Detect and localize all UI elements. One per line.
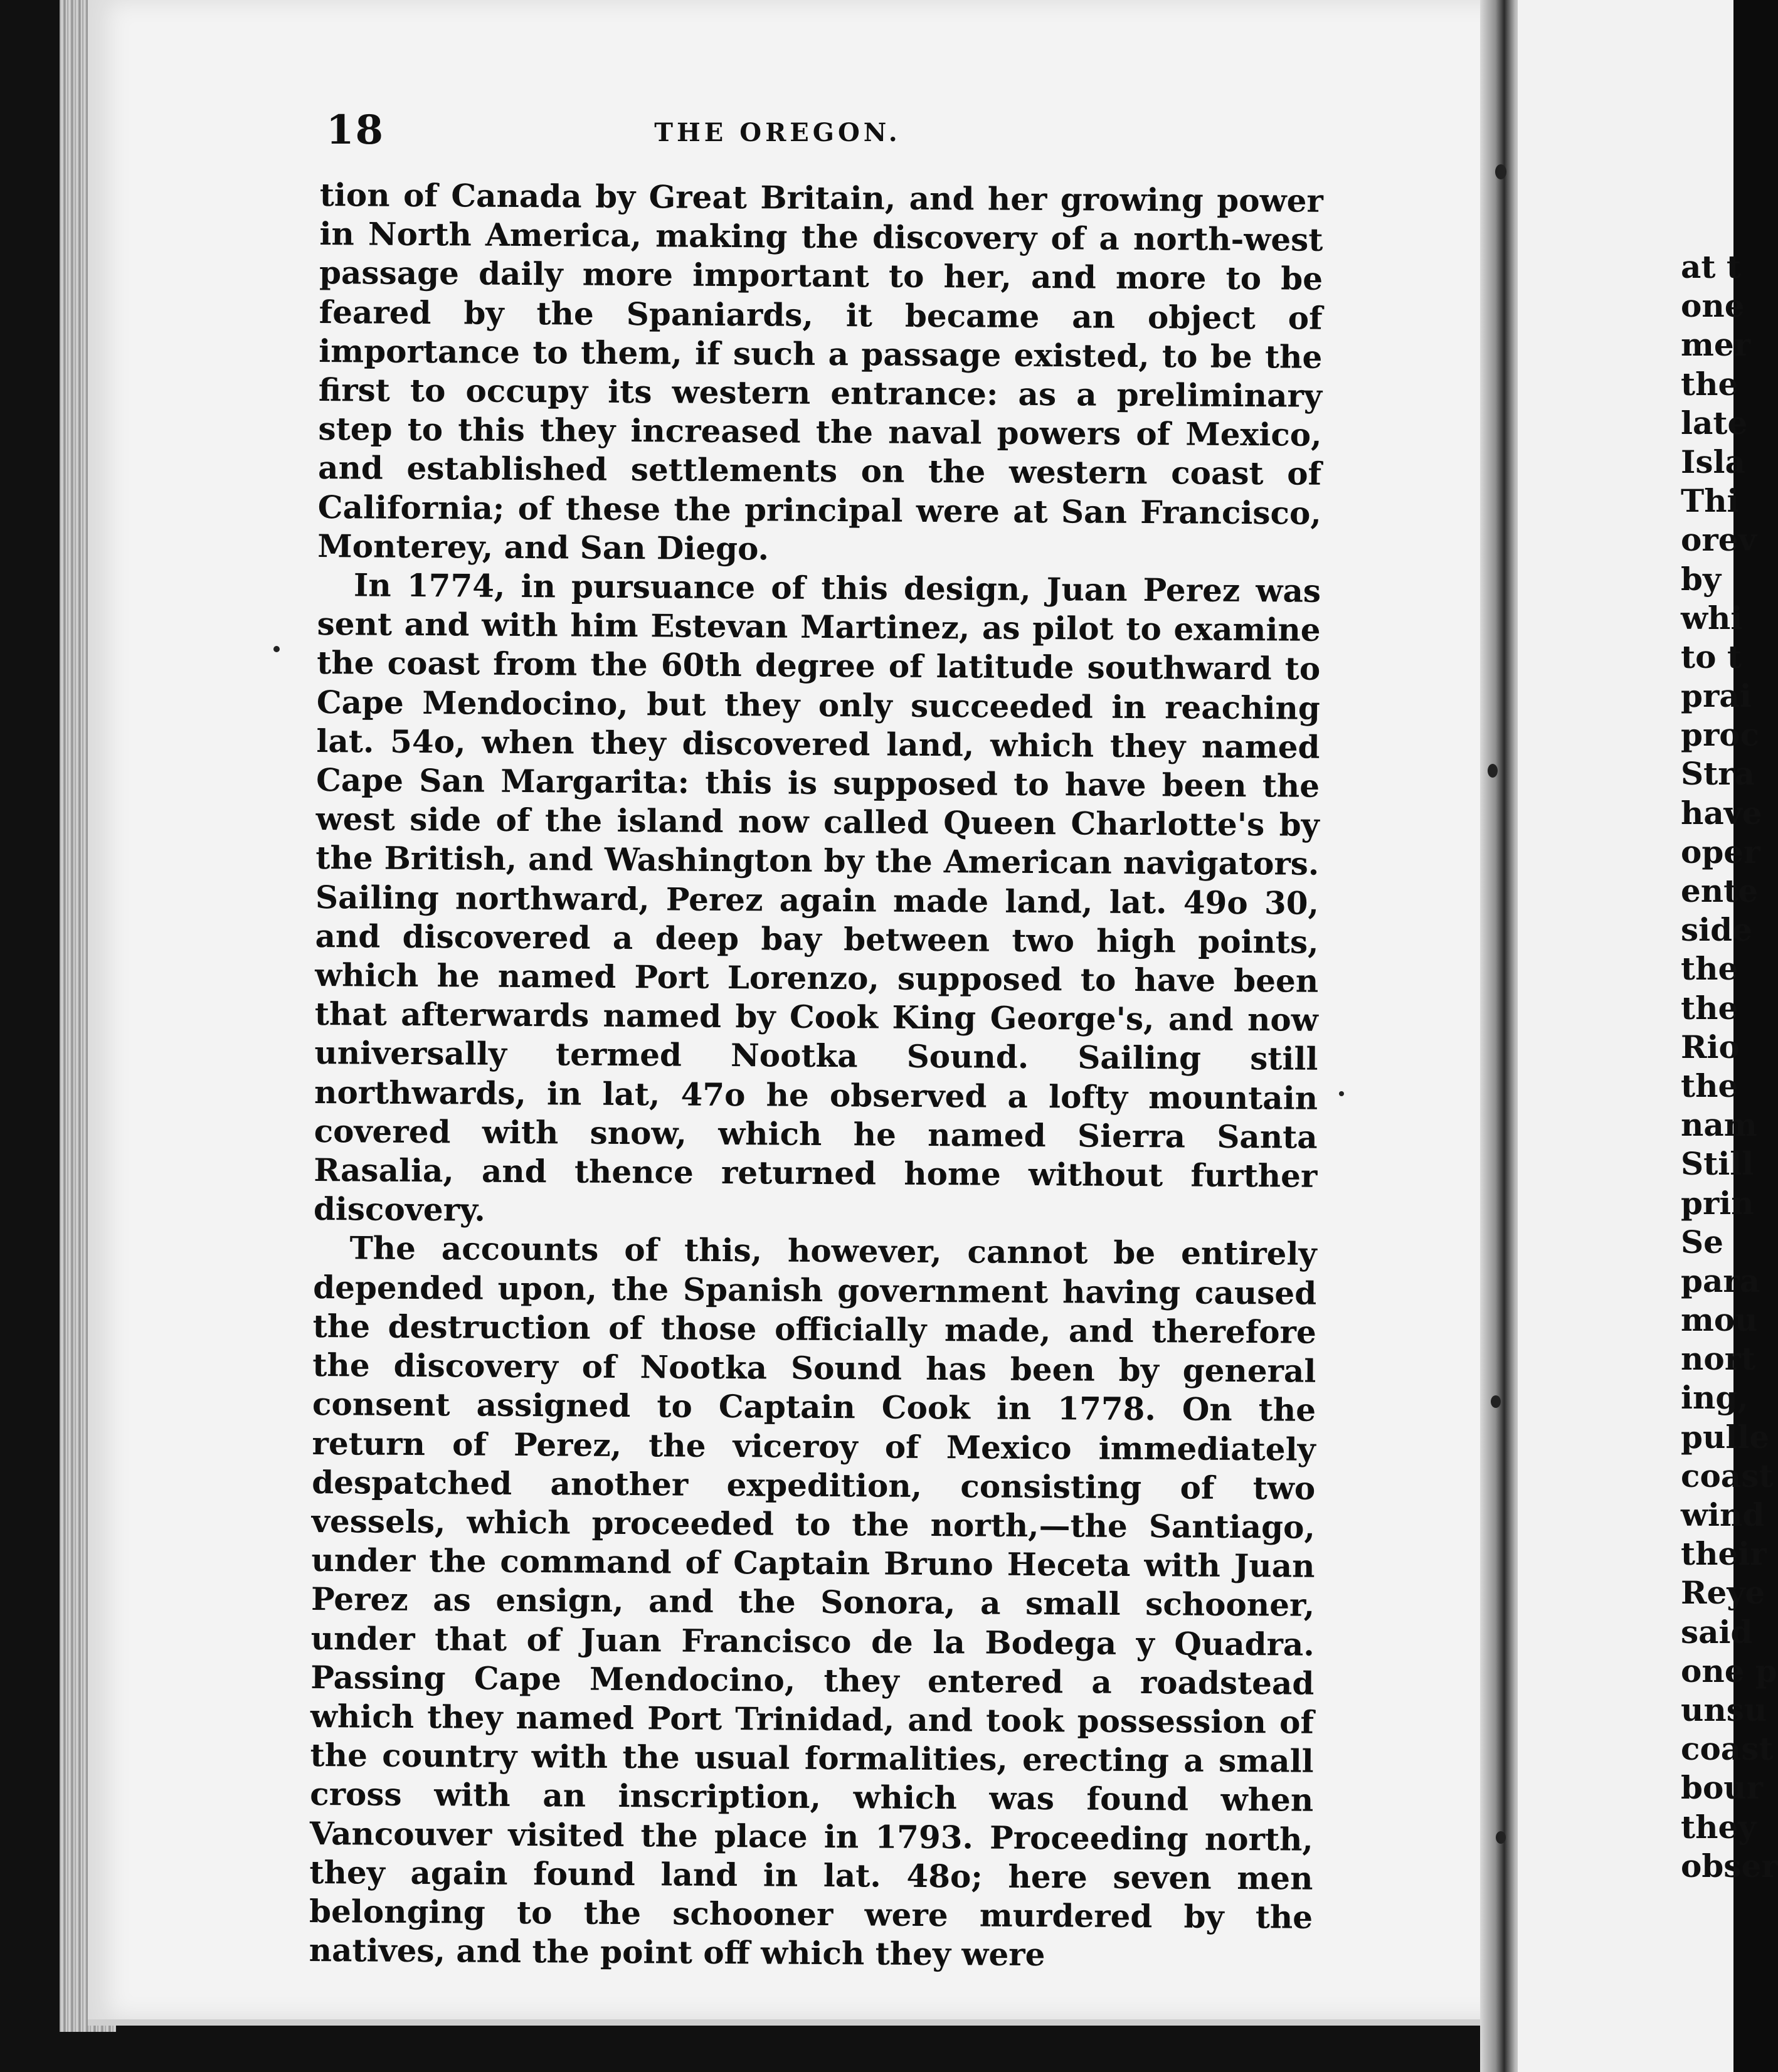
- facing-page-line: prai: [1681, 677, 1752, 715]
- paragraph-2: In 1774, in pursuance of this design, Juan Perez was sent and with him Estevan Martinez, as pilot to examine the coast from the 60th degree of latitude southward to Cape Mendocino, but they only succeeded in reaching lat. 54o, when they discovered land, which they named Cape San Margarita: this is supposed to have been the west side of the island now called Queen Charlotte's by the British, and Washington by the American navigators. Sailing northward, Perez again made land, lat. 49o 30, and discovered a deep bay between two high points, which he named Port Lorenzo, supposed to have been that afterwards named by Cook King George's, and now universally termed Nootka Sound. Sailing still northwards, in lat, 47o he observed a lofty mountain covered with snow, which he named Sierra Santa Rasalia, and thence returned home without further discovery.: [313, 566, 1321, 1229]
- facing-page-line: wind: [1681, 1496, 1765, 1533]
- scan-speck: [1488, 764, 1498, 778]
- facing-page-line: bour: [1681, 1769, 1764, 1807]
- facing-page-line: ing,: [1681, 1379, 1749, 1417]
- facing-page-line: proc: [1681, 716, 1760, 754]
- facing-page-line: orev: [1681, 521, 1757, 559]
- facing-page-line: one p: [1681, 1652, 1777, 1689]
- facing-page-line: Reye: [1681, 1574, 1765, 1612]
- facing-page-line: ente: [1681, 872, 1759, 909]
- facing-page-line: obser: [1681, 1847, 1778, 1884]
- facing-page-line: late: [1681, 404, 1748, 441]
- facing-page-line: the: [1681, 989, 1738, 1027]
- facing-page-line: Stra: [1681, 755, 1755, 793]
- facing-page-line: Se: [1681, 1223, 1723, 1261]
- page-header: THE OREGON.: [654, 118, 901, 147]
- facing-page-line: Rio: [1681, 1028, 1740, 1065]
- facing-page-text: [1681, 248, 1778, 1886]
- facing-page-line: Thi: [1681, 482, 1739, 520]
- facing-page-line: to t: [1681, 638, 1742, 675]
- facing-page-line: side: [1681, 911, 1752, 949]
- facing-page-line: their: [1681, 1535, 1767, 1573]
- facing-page-line: pulle: [1681, 1418, 1770, 1456]
- facing-page-line: Still: [1681, 1145, 1754, 1183]
- scan-speck: [1491, 1395, 1501, 1408]
- facing-page-line: one: [1681, 287, 1745, 325]
- facing-page-line: have: [1681, 794, 1762, 832]
- facing-page-line: para: [1681, 1262, 1760, 1299]
- facing-page-line: coast: [1681, 1457, 1774, 1494]
- facing-page-line: said: [1681, 1613, 1753, 1651]
- facing-page-line: they: [1681, 1808, 1757, 1846]
- scan-speck: [1496, 1831, 1506, 1844]
- facing-page-line: the: [1681, 950, 1738, 988]
- facing-page-line: the: [1681, 365, 1738, 403]
- left-page-content: [232, 107, 1323, 1974]
- facing-page-line: nort: [1681, 1340, 1756, 1378]
- facing-page-line: unsu: [1681, 1691, 1767, 1728]
- scan-speck: [273, 646, 280, 652]
- facing-page-line: Isla: [1681, 443, 1745, 480]
- body-text: [309, 176, 1323, 1976]
- facing-page-line: at t: [1681, 248, 1741, 285]
- facing-page-line: oper: [1681, 833, 1760, 870]
- paragraph-1: tion of Canada by Great Britain, and her growing power in North America, making the discovery of a north-west passage daily more important to her, and more to be feared by the Spaniards, it became an object of importance to them, if such a passage existed, to be the first to occupy its western entrance: as a preliminary step to this they increased the naval powers of Mexico, and established settlements on the western coast of California; of these the principal were at San Francisco, Monterey, and San Diego.: [317, 176, 1323, 568]
- running-head: [232, 107, 1323, 176]
- facing-page-line: whi: [1681, 599, 1743, 637]
- facing-page-line: coast: [1681, 1730, 1774, 1768]
- facing-page-line: mou: [1681, 1301, 1758, 1339]
- page-number: 18: [326, 107, 385, 154]
- scan-speck: [1339, 1091, 1344, 1096]
- facing-page-line: nam: [1681, 1106, 1757, 1144]
- facing-page-line: the: [1681, 1067, 1738, 1104]
- facing-page-line: prin: [1681, 1184, 1754, 1222]
- facing-page-line: mer: [1681, 326, 1751, 364]
- scan-speck: [1495, 164, 1506, 179]
- facing-page-line: by: [1681, 560, 1722, 598]
- paragraph-3: The accounts of this, however, cannot be entirely depended upon, the Spanish government having caused the destruction of those officially made, and therefore the discovery of Nootka Sound has been by general consent assigned to Captain Cook in 1778. On the return of Perez, the viceroy of Mexico immediately despatched another expedition, consisting of two vessels, which proceeded to the north,—the Santiago, under the command of Captain Bruno Heceta with Juan Perez as ensign, and the Sonora, a small schooner, under that of Juan Francisco de la Bodega y Quadra. Passing Cape Mendocino, they entered a roadstead which they named Port Trinidad, and took possession of the country with the usual formalities, erecting a small cross with an inscription, which was found when Vancouver visited the place in 1793. Proceeding north, they again found land in lat. 48o; here seven men belonging to the schooner were murdered by the natives, and the point off which they were: [309, 1229, 1317, 1974]
